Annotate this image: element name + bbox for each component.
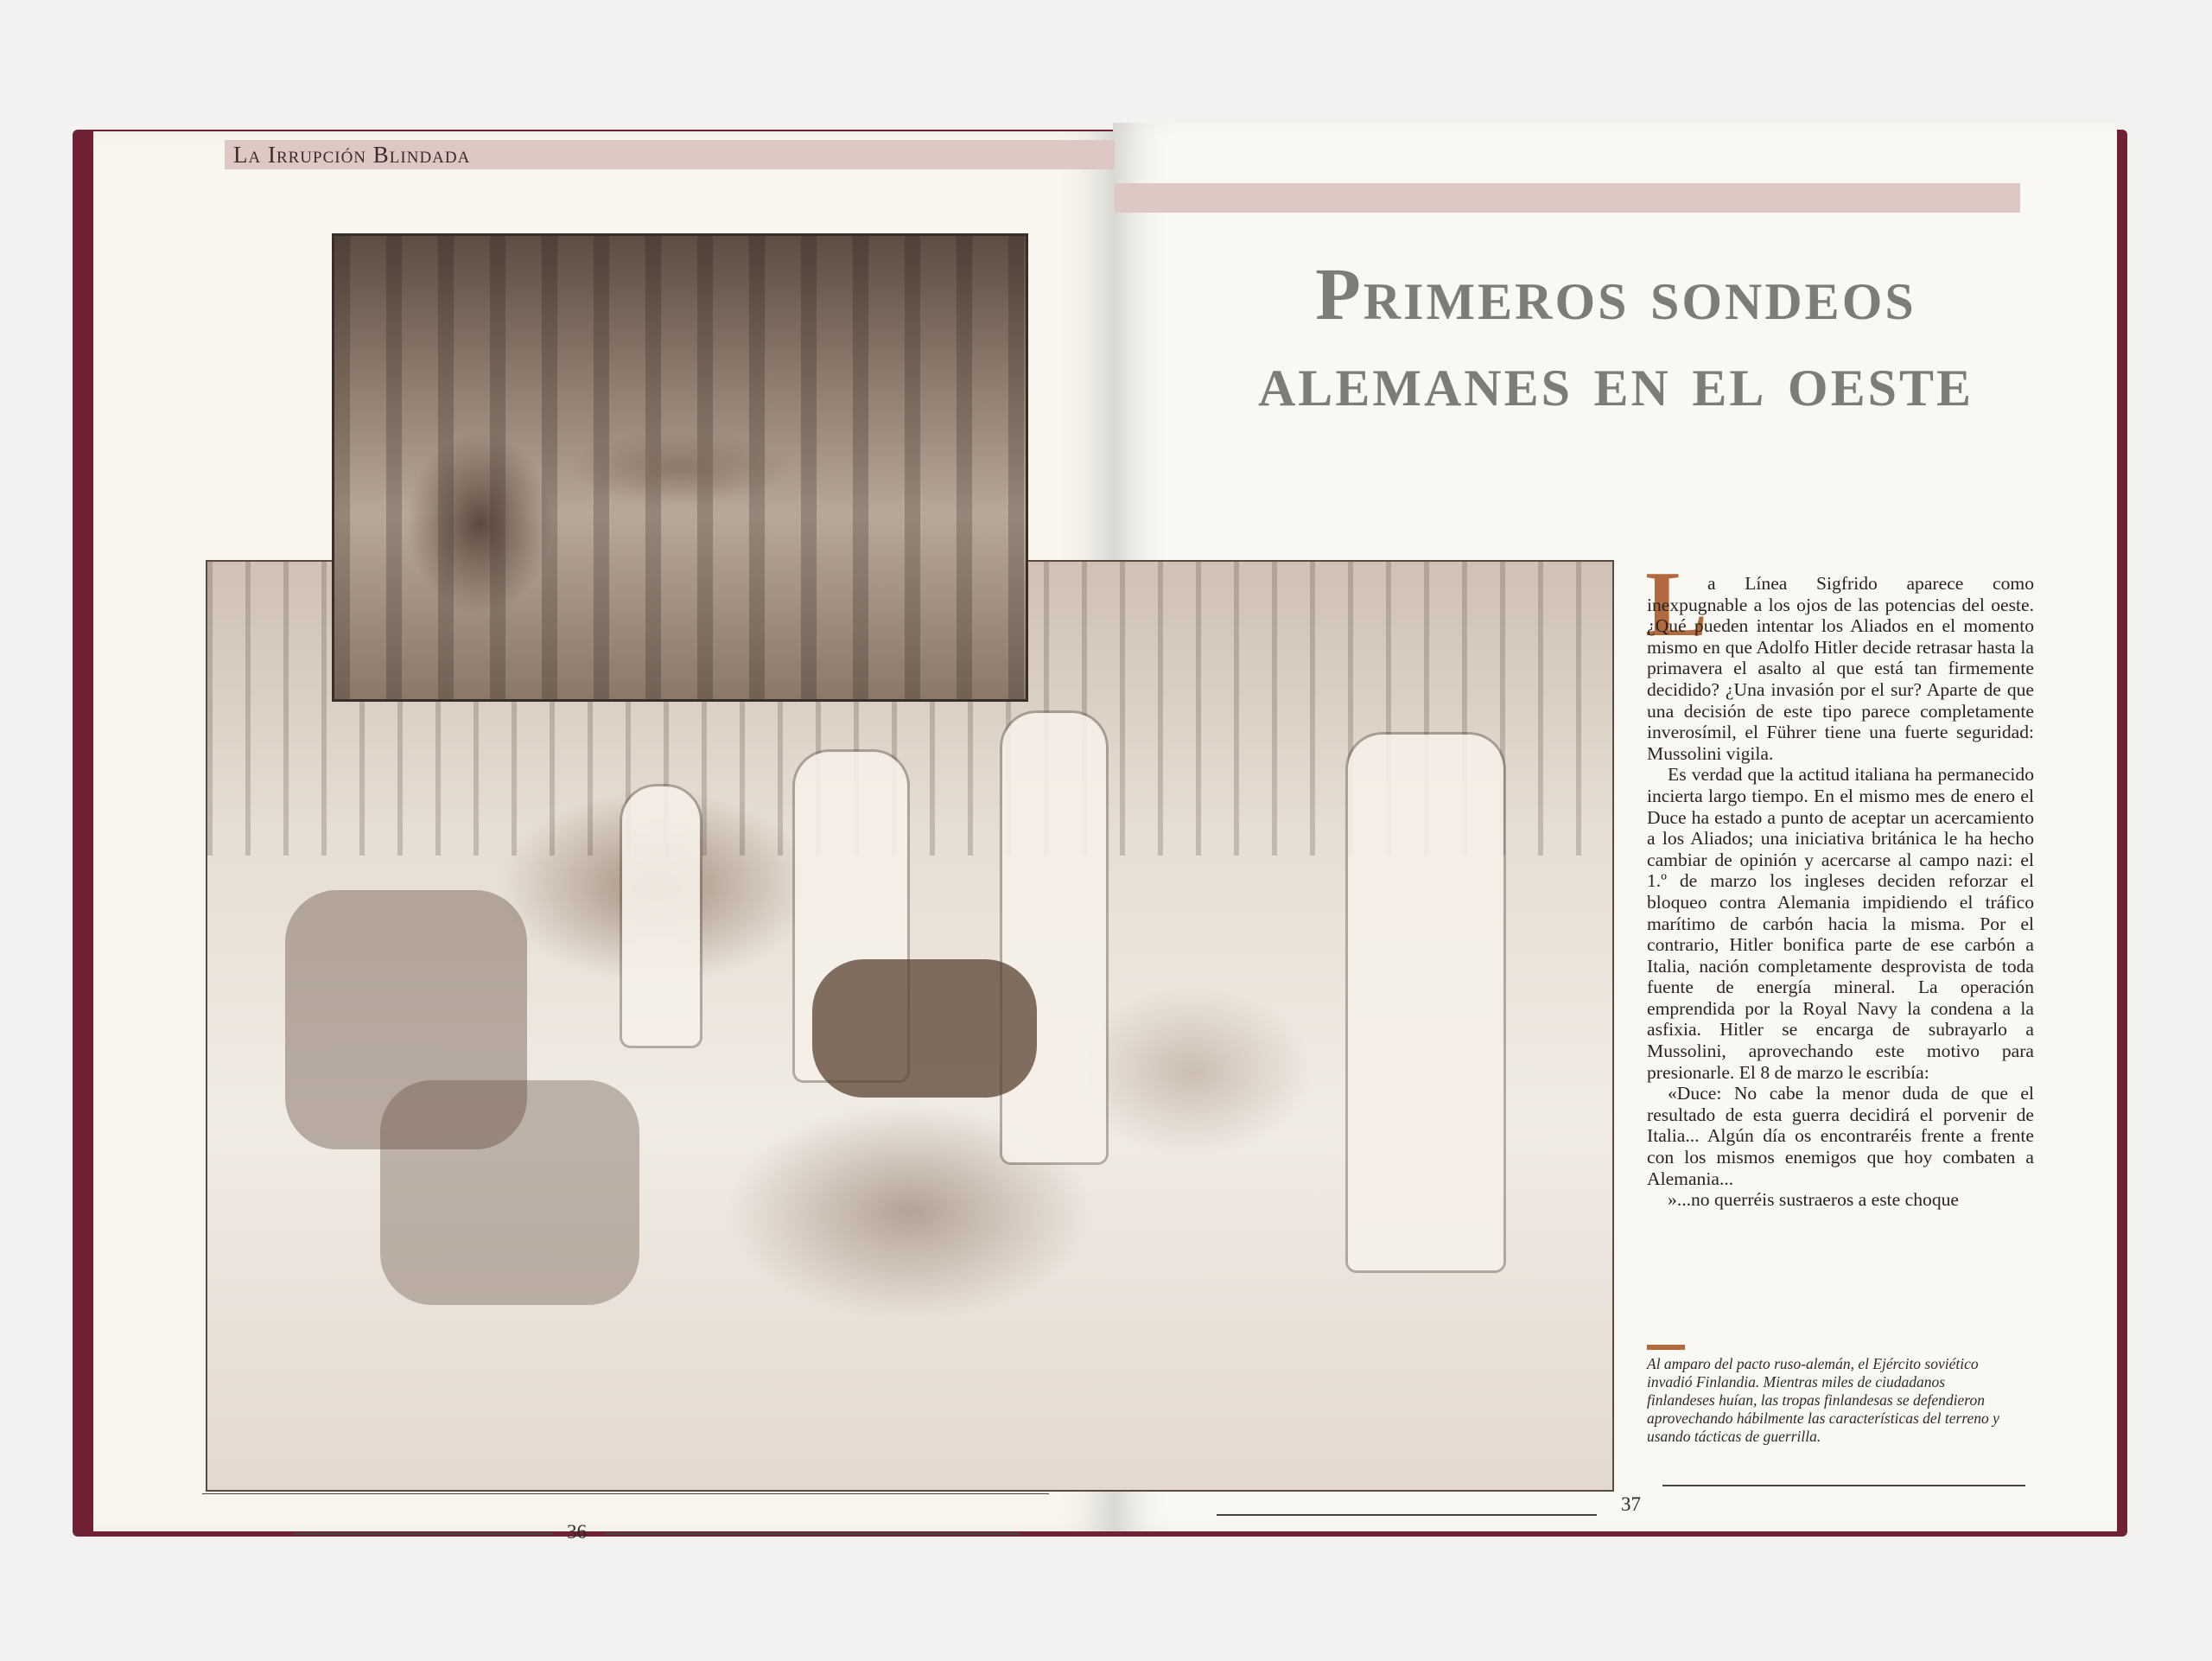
footer-rule-right-a xyxy=(1217,1514,1597,1516)
photo-top xyxy=(332,233,1028,702)
title-band xyxy=(1115,183,2020,213)
caption-rule xyxy=(1647,1345,1685,1350)
footer-rule-left-a xyxy=(294,1533,553,1535)
photo-figure xyxy=(1348,735,1503,1270)
photo-figure xyxy=(622,786,700,1046)
footer-rule-right-b xyxy=(1662,1485,2025,1486)
photo-caption: Al amparo del pacto ruso-alemán, el Ejército soviético invadió Finlandia. Mientras miles de ciudadanos finlandeses huían, las tropas finlandesas se defendieron aprovechando hábilmente las características del terreno y usando tácticas de guerrilla. xyxy=(1647,1355,1999,1445)
body-text xyxy=(1647,573,2034,1211)
photo-figure xyxy=(1002,713,1106,1162)
body-paragraph: »...no querréis sustraeros a este choque xyxy=(1668,1189,1959,1211)
page-number-left: 36 xyxy=(567,1521,587,1543)
page-title: Primeros sondeos alemanes en el oeste xyxy=(1257,252,1974,422)
body-paragraph: a Línea Sigfrido aparece como inexpugnable a los ojos de las potencias del oeste. ¿Qué pueden intentar los Aliados en el momento mismo en que Adolfo Hitler decide retrasar hasta la primavera el asalto al que está tan firmemente decidido? ¿Una invasión por el sur? Aparte de que una decisión de este tipo parece completamente inverosímil, el Führer tiene una fuerte seguridad: Mussolini vigila. xyxy=(1647,573,2034,764)
running-head: La Irrupción Blindada xyxy=(233,142,471,168)
photo-reindeer xyxy=(812,959,1037,1098)
photo-reindeer xyxy=(380,1080,639,1305)
drop-cap: L xyxy=(1645,553,1708,656)
footer-rule-left xyxy=(202,1493,1049,1494)
page-number-right: 37 xyxy=(1621,1493,1641,1515)
footer-rule-left-b xyxy=(605,1533,1020,1535)
body-paragraph: Es verdad que la actitud italiana ha permanecido incierta largo tiempo. En el mismo mes de enero el Duce ha estado a punto de aceptar un acercamiento a los Aliados; una iniciativa británica le ha hecho cambiar de opinión y acercarse al campo nazi: el 1.º de marzo los ingleses deciden reforzar el bloqueo contra Alemania impidiendo el tráfico marítimo de carbón hacia la misma. Por el contrario, Hitler bonifica parte de ese carbón a Italia, nación completamente desprovista de toda fuente de energía mineral. La operación emprendida por la Royal Navy la condena a la asfixia. Hitler se encarga de subrayarlo a Mussolini, aprovechando este motivo para presionarle. El 8 de marzo le escribía: xyxy=(1647,764,2034,1083)
body-paragraph: «Duce: No cabe la menor duda de que el resultado de esta guerra decidirá el porvenir de Italia... Algún día os encontraréis frente a frente con los mismos enemigos que hoy combaten a Alemania... xyxy=(1647,1083,2034,1189)
